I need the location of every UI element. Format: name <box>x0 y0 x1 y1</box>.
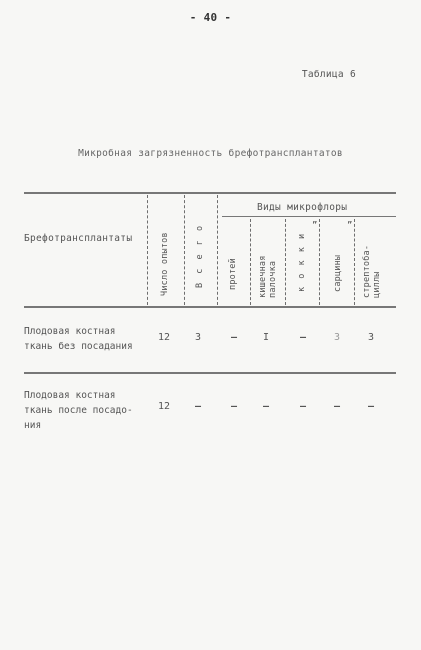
column-divider <box>217 195 218 305</box>
col-header-type-4: сарцины <box>333 254 343 292</box>
row-label: Плодовая костная ткань без посадания <box>24 326 133 352</box>
cell-type-2: I <box>262 332 270 343</box>
cell-type-5: 3 <box>367 332 375 343</box>
cell-type-3: – <box>299 332 307 343</box>
table-top-rule <box>24 192 396 194</box>
cell-type-5: – <box>367 401 375 412</box>
col-header-type-2: кишечная палочка <box>258 255 278 298</box>
cell-type-1: – <box>230 332 238 343</box>
header-bottom-rule <box>24 306 396 308</box>
double-mark: ” <box>312 221 318 231</box>
group-header: Виды микрофлоры <box>257 202 348 213</box>
cell-type-1: – <box>230 401 238 412</box>
cell-total: – <box>194 401 202 412</box>
column-divider <box>285 219 286 305</box>
col-header-total: В с е г о <box>195 223 205 288</box>
row-separator-rule <box>24 372 396 374</box>
cell-type-4: 3 <box>333 332 341 343</box>
table-label: Таблица 6 <box>301 69 356 80</box>
row-label: Плодовая костная ткань после посадо- ния <box>24 390 133 431</box>
cell-experiments: 12 <box>157 332 171 343</box>
cell-experiments: 12 <box>157 401 171 412</box>
col-header-type-3: к о к к и <box>297 232 307 292</box>
column-divider <box>250 219 251 305</box>
row-header: Брефотрансплантаты <box>24 233 133 244</box>
col-header-type-5: стрептоба- циллы <box>362 244 382 298</box>
column-divider <box>354 219 355 305</box>
cell-type-4: – <box>333 401 341 412</box>
col-header-experiments: Число опытов <box>160 232 170 296</box>
column-divider <box>147 195 148 305</box>
group-underline <box>222 216 396 217</box>
cell-total: 3 <box>194 332 202 343</box>
page-number: - 40 - <box>189 11 232 24</box>
cell-type-3: – <box>299 401 307 412</box>
cell-type-2: – <box>262 401 270 412</box>
double-mark: ” <box>347 221 353 231</box>
column-divider <box>184 195 185 305</box>
column-divider <box>319 219 320 305</box>
table-title: Микробная загрязненность брефотрансплантатов <box>78 148 343 159</box>
col-header-type-1: протей <box>228 258 238 290</box>
